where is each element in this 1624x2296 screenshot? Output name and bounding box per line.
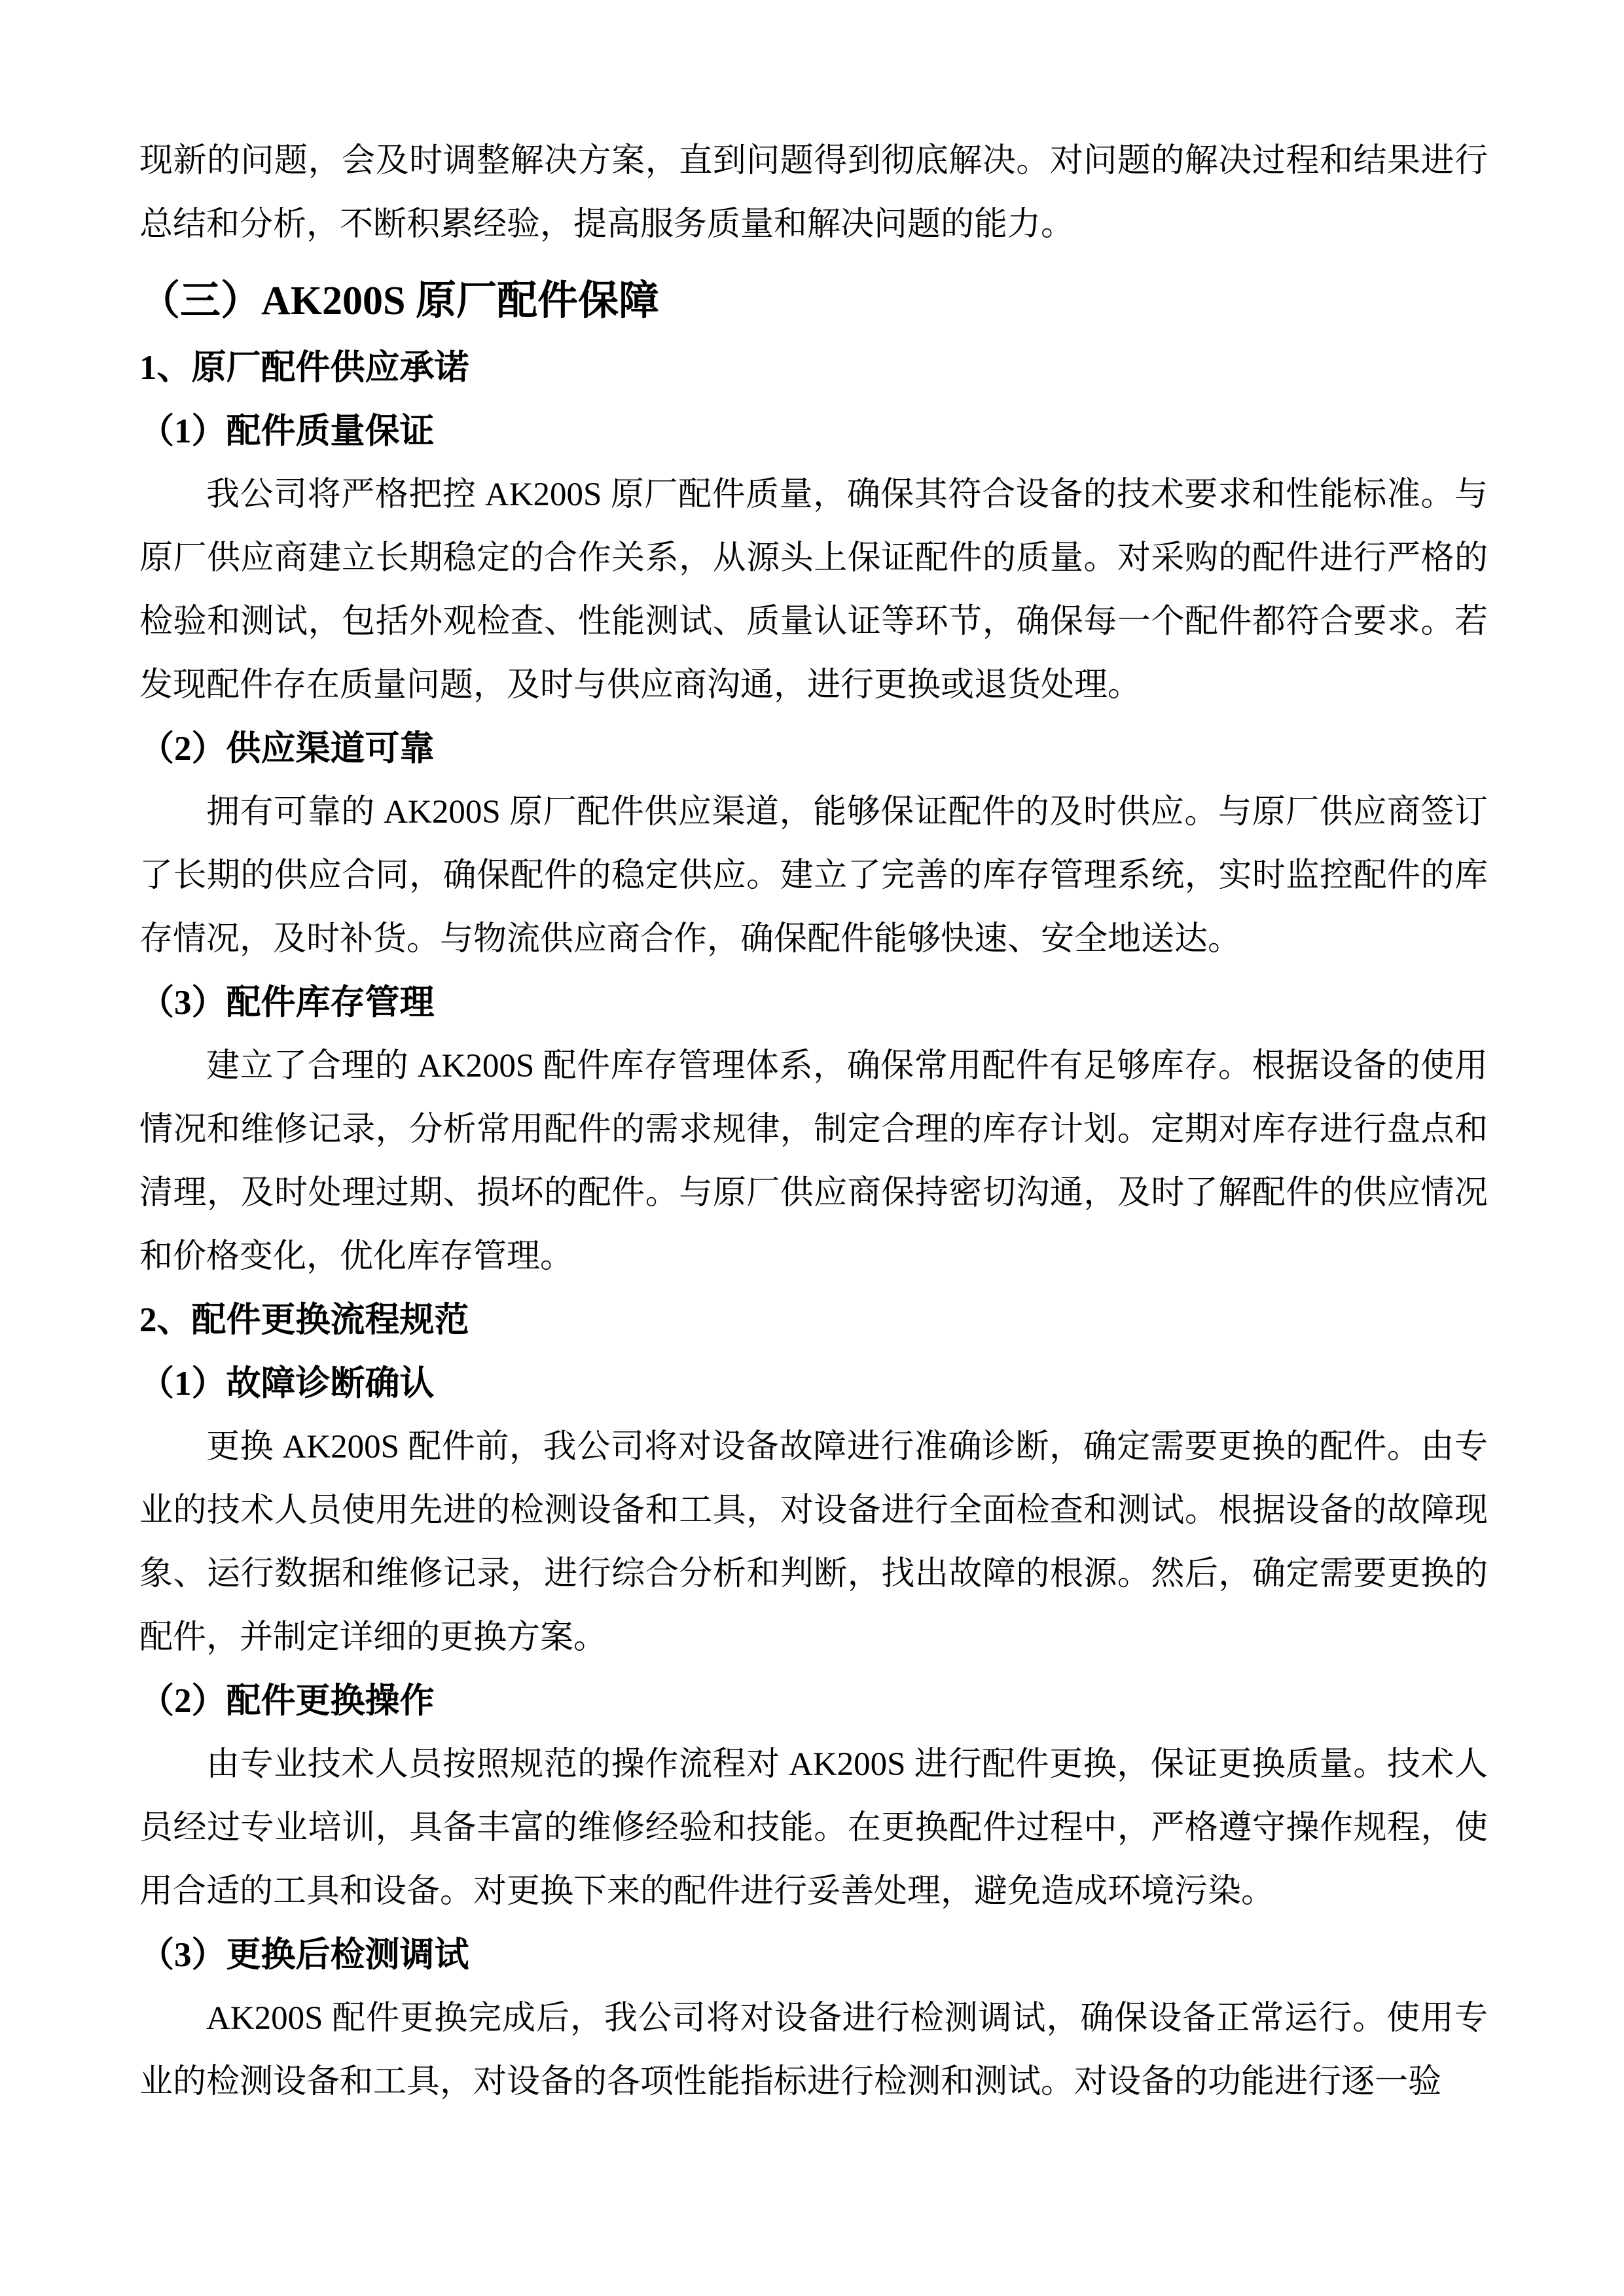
continuation-paragraph: 现新的问题，会及时调整解决方案，直到问题得到彻底解决。对问题的解决过程和结果进行总结和分析，不断积累经验，提高服务质量和解决问题的能力。	[139, 143, 1488, 243]
item-2-3-body: AK200S 配件更换完成后，我公司将对设备进行检测调试，确保设备正常运行。使用专业的检测设备和工具，对设备的各项性能指标进行检测和测试。对设备的功能进行逐一验	[139, 2000, 1488, 2100]
section-heading: （三）AK200S 原厂配件保障	[139, 279, 659, 323]
subsection-2-heading: 2、配件更换流程规范	[139, 1301, 469, 1339]
item-2-2-body: 由专业技术人员按照规范的操作流程对 AK200S 进行配件更换，保证更换质量。技术人员经过专业培训，具备丰富的维修经验和技能。在更换配件过程中，严格遵守操作规程，使用合适的工具和设备。对更换下来的配件进行妥善处理，避免造成环境污染。	[139, 1746, 1488, 1910]
item-2-2-heading: （2）配件更换操作	[139, 1682, 435, 1720]
item-1-2-heading: （2）供应渠道可靠	[139, 730, 435, 768]
item-1-3-body: 建立了合理的 AK200S 配件库存管理体系，确保常用配件有足够库存。根据设备的使用情况和维修记录，分析常用配件的需求规律，制定合理的库存计划。定期对库存进行盘点和清理，及时处理过期、损坏的配件。与原厂供应商保持密切沟通，及时了解配件的供应情况和价格变化，优化库存管理。	[139, 1048, 1488, 1275]
subsection-1-heading: 1、原厂配件供应承诺	[139, 349, 469, 387]
item-1-1-body: 我公司将严格把控 AK200S 原厂配件质量，确保其符合设备的技术要求和性能标准。与原厂供应商建立长期稳定的合作关系，从源头上保证配件的质量。对采购的配件进行严格的检验和测试，包括外观检查、性能测试、质量认证等环节，确保每一个配件都符合要求。若发现配件存在质量问题，及时与供应商沟通，进行更换或退货处理。	[139, 476, 1488, 704]
item-2-3-heading: （3）更换后检测调试	[139, 1936, 469, 1974]
item-1-2-body: 拥有可靠的 AK200S 原厂配件供应渠道，能够保证配件的及时供应。与原厂供应商签订了长期的供应合同，确保配件的稳定供应。建立了完善的库存管理系统，实时监控配件的库存情况，及时补货。与物流供应商合作，确保配件能够快速、安全地送达。	[139, 794, 1488, 958]
item-1-1-heading: （1）配件质量保证	[139, 412, 435, 450]
item-2-1-body: 更换 AK200S 配件前，我公司将对设备故障进行准确诊断，确定需要更换的配件。由专业的技术人员使用先进的检测设备和工具，对设备进行全面检查和测试。根据设备的故障现象、运行数据和维修记录，进行综合分析和判断，找出故障的根源。然后，确定需要更换的配件，并制定详细的更换方案。	[139, 1429, 1488, 1656]
item-2-1-heading: （1）故障诊断确认	[139, 1365, 435, 1403]
item-1-3-heading: （3）配件库存管理	[139, 984, 435, 1022]
